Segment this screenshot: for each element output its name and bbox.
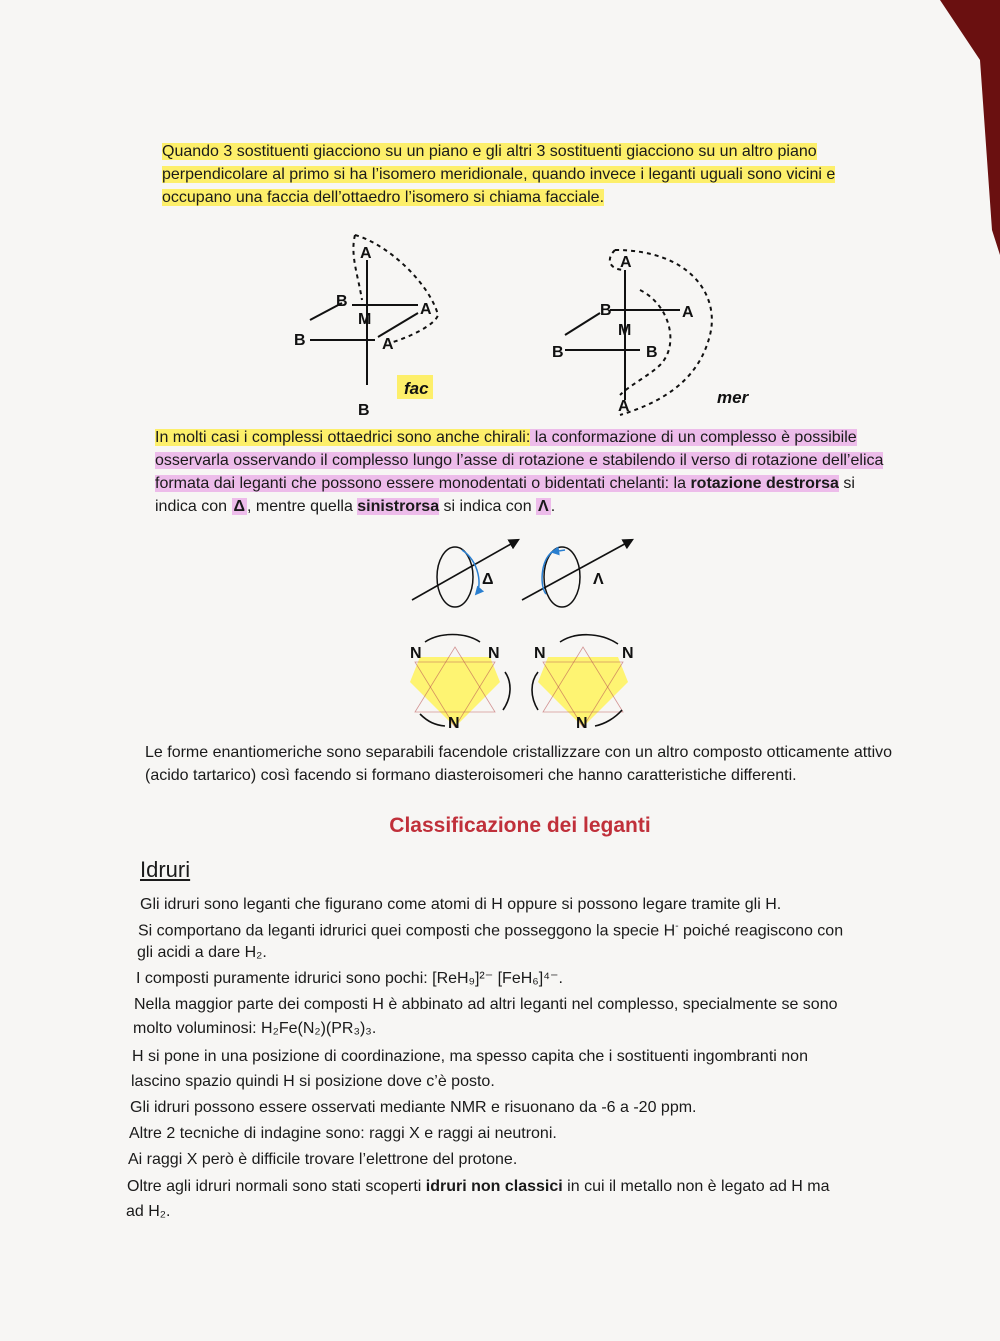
idruri-line-3: gli acidi a dare H₂. [137, 944, 267, 961]
lambda-n-top-left: N [534, 645, 546, 662]
delta-symbol: Δ [233, 498, 245, 515]
fac-label: fac [404, 379, 429, 398]
mer-atom-a-right: A [682, 304, 694, 321]
idruri-line-1: Gli idruri sono leganti che figurano come atomi di H oppure si possono legare tramite gli H. [140, 896, 782, 913]
helix-diagrams [400, 532, 660, 737]
idruri-line-12 [127, 1178, 830, 1196]
idruri-line-2 [138, 921, 843, 940]
idruri-line-8: lascino spazio quindi H si posizione dove c’è posto. [131, 1073, 495, 1090]
mer-isomer-diagram [565, 250, 712, 415]
lambda-rotation-diagram [522, 540, 632, 607]
chirality-text-3: si indica con [155, 475, 855, 515]
lambda-n-bottom: N [576, 715, 588, 732]
idruri-line-12-c: in cui il metallo non è legato ad H ma [562, 1178, 830, 1195]
chirality-paragraph [155, 426, 893, 518]
mer-atom-a-top: A [620, 254, 632, 271]
lambda-n-top-right: N [622, 645, 634, 662]
mer-atom-b-left: B [552, 344, 564, 361]
mer-atom-metal: M [618, 322, 632, 339]
fac-atom-b-left: B [294, 332, 306, 349]
fac-atom-metal: M [358, 311, 372, 328]
idruri-line-12-a: Oltre agli idruri normali sono stati scoperti [127, 1178, 426, 1195]
classification-title: Classificazione dei leganti [389, 814, 651, 837]
idruri-line-7: H si pone in una posizione di coordinazione, ma spesso capita che i sostituenti ingombranti non [132, 1048, 808, 1065]
idruri-line-2-end: poiché reagiscono con [678, 922, 844, 940]
chirality-text-2: la conformazione di un complesso è possibile osservarla osservando il complesso lungo l’asse di rotazione e stabilendo il verso di rotazione dell’elica formata dai leganti che possono essere monodentati o bidentati chelanti: la [155, 429, 884, 492]
isomer-diagrams [270, 225, 770, 425]
chirality-text-6: . [550, 498, 556, 515]
intro-text: Quando 3 sostituenti giacciono su un piano e gli altri 3 sostituenti giacciono su un altro piano perpendicolare al primo si ha l’isomero meridionale, quando invece i leganti uguali sono vicini e occupano una faccia dell’ottaedro l’isomero si chiama facciale. [162, 143, 836, 206]
chirality-text-1: In molti casi i complessi ottaedrici sono anche chirali: [155, 429, 531, 446]
enantiomers-paragraph: Le forme enantiomeriche sono separabili facendole cristallizzare con un altro composto otticamente attivo (acido tartarico) così facendo si formano diasteroisomeri che hanno caratteristiche differenti. [145, 744, 893, 784]
idruri-line-10: Altre 2 tecniche di indagine sono: raggi X e raggi ai neutroni. [129, 1125, 557, 1142]
delta-n-top-left: N [410, 645, 422, 662]
fac-atom-a-top: A [360, 245, 372, 262]
mer-atom-a-bottom: A [618, 398, 630, 415]
idruri-heading: Idruri [140, 857, 191, 882]
chirality-text-5: si indica con [439, 498, 537, 515]
mer-atom-b-right: B [646, 344, 658, 361]
mer-atom-b-upper: B [600, 302, 612, 319]
idruri-line-9: Gli idruri possono essere osservati mediante NMR e risuonano da -6 a -20 ppm. [130, 1099, 697, 1116]
intro-paragraph [162, 140, 890, 209]
delta-label: Δ [482, 571, 494, 588]
fac-atom-b-upper: B [336, 293, 348, 310]
idruri-line-2-sup: - [675, 921, 679, 932]
delta-n-bottom: N [448, 715, 460, 732]
chirality-text-4: , mentre quella [247, 498, 358, 515]
sinistrorsa: sinistrorsa [357, 498, 440, 515]
idruri-non-classici: idruri non classici [425, 1178, 563, 1195]
delta-rotation-diagram [412, 540, 518, 607]
fac-atom-a-right: A [420, 301, 432, 318]
lambda-symbol: Λ [538, 498, 549, 515]
idruri-line-2-text: Si comportano da leganti idrurici quei composti che posseggono la specie H [138, 922, 676, 940]
mer-label: mer [717, 388, 749, 407]
fac-isomer-diagram [310, 235, 438, 385]
fac-atom-a-low: A [382, 336, 394, 353]
idruri-line-11: Ai raggi X però è difficile trovare l’elettrone del protone. [128, 1151, 518, 1168]
rotazione-destrorsa: rotazione destrorsa [690, 475, 839, 492]
delta-n-top-right: N [488, 645, 500, 662]
idruri-line-5: Nella maggior parte dei composti H è abbinato ad altri leganti nel complesso, specialmente se sono [134, 996, 838, 1013]
fac-atom-b-bottom: B [358, 402, 370, 419]
idruri-line-4: I composti puramente idrurici sono pochi: [ReH₉]²⁻ [FeH₆]⁴⁻. [136, 970, 563, 987]
lambda-chelate-complex [532, 635, 628, 727]
page-edge-shadow [910, 0, 1000, 260]
idruri-line-13: ad H₂. [126, 1203, 171, 1220]
idruri-line-6: molto voluminosi: H₂Fe(N₂)(PR₃)₃. [133, 1020, 377, 1037]
lambda-label: Λ [593, 571, 604, 588]
